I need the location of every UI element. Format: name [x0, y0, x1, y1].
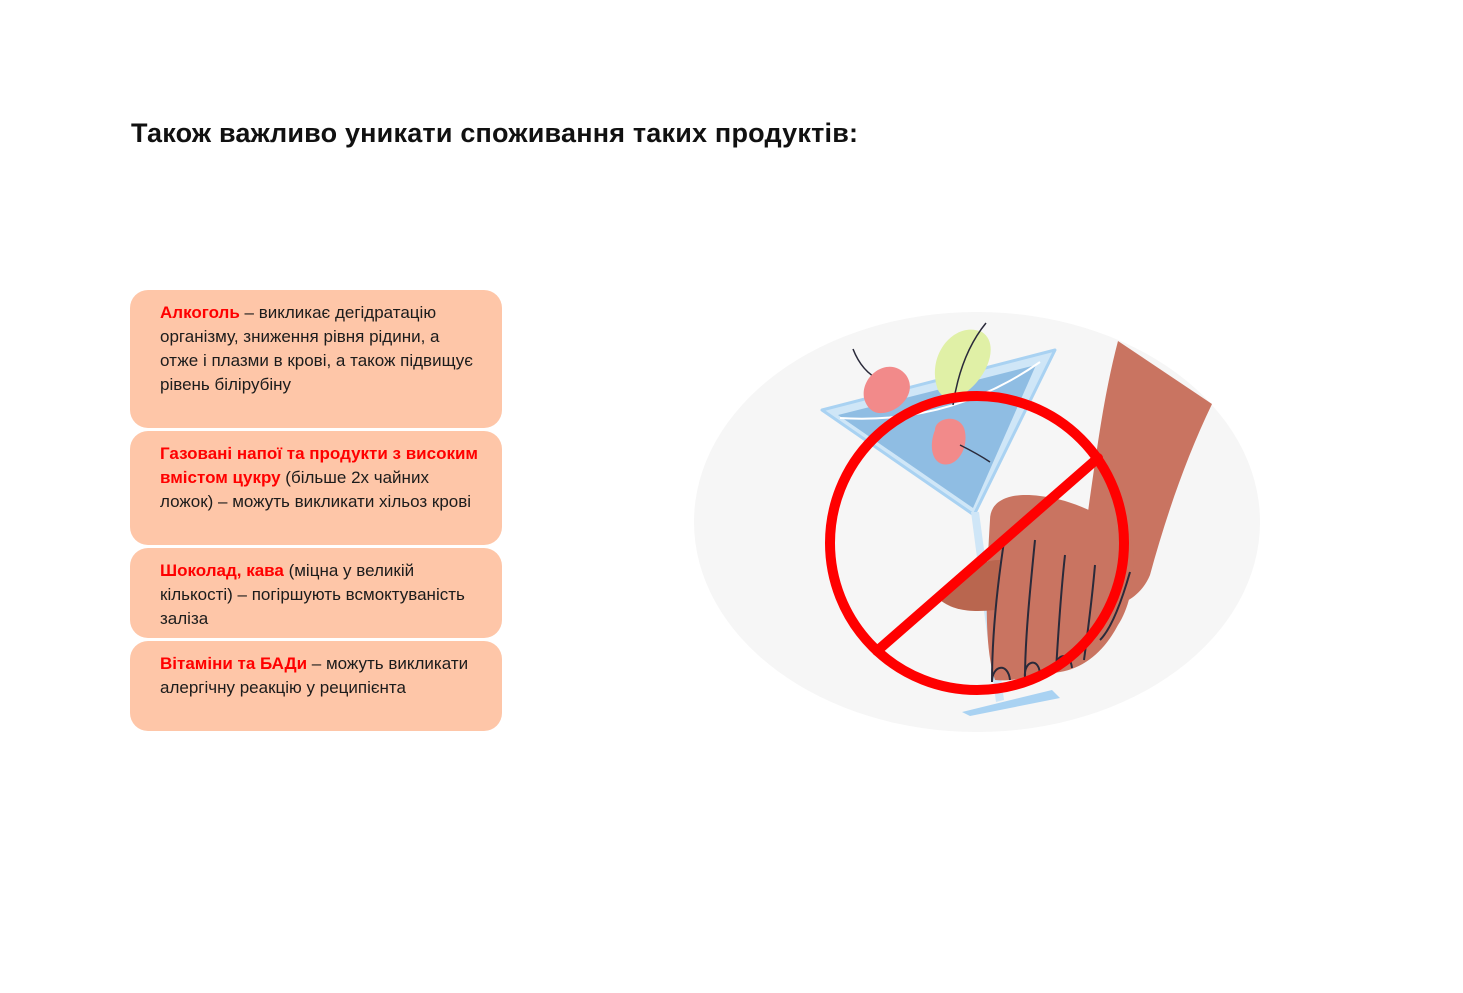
no-alcohol-icon: [690, 310, 1265, 740]
item-highlight: Газовані напої та продукти з високим вмістом цукру: [160, 444, 478, 487]
item-text: – викликає дегідратацію організму, зниження рівня рідини, а отже і плазми в крові, а також підвищує рівень білірубіну: [160, 303, 473, 394]
list-item-soda-sugar: [130, 431, 502, 545]
item-highlight: Шоколад, кава: [160, 561, 284, 580]
item-text: (міцна у великій кількості) – погіршують всмоктуваність заліза: [160, 561, 465, 628]
list-item-vitamins: [130, 641, 502, 731]
list-item-chocolate-coffee: [130, 548, 502, 638]
item-highlight: Вітаміни та БАДи: [160, 654, 308, 673]
page-title: Також важливо уникати споживання таких продуктів:: [131, 118, 859, 148]
item-text: (більше 2х чайних ложок) – можуть викликати хільоз крові: [160, 468, 472, 511]
item-text: – можуть викликати алергічну реакцію у реципієнта: [160, 654, 469, 697]
list-item-alcohol: [130, 290, 502, 428]
item-highlight: Алкоголь: [160, 303, 240, 322]
